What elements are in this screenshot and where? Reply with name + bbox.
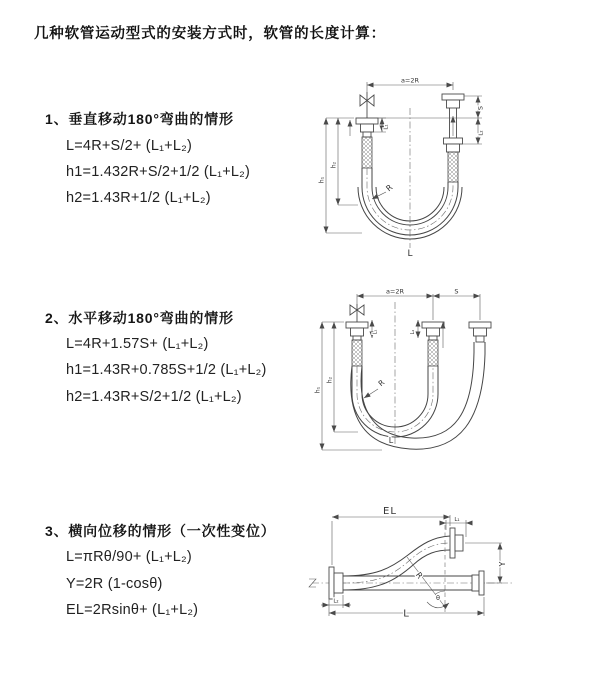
left-flange — [329, 567, 343, 599]
hose-u-bend-moved — [351, 342, 485, 449]
dim-theta-label: θ — [436, 594, 440, 602]
dimension-h2 — [331, 118, 359, 205]
dim-l-label: L — [388, 436, 394, 445]
dimension-theta — [427, 591, 449, 608]
section-2-heading: 2、水平移动180°弯曲的情形 — [45, 310, 234, 326]
dimension-l1 — [442, 517, 470, 537]
diagram-horizontal-180 — [310, 282, 580, 457]
left-fitting — [346, 322, 368, 366]
dimension-s — [433, 288, 480, 297]
dimension-l2 — [410, 320, 418, 338]
formula-line: h2=1.43R+S/2+1/2 (L₁+L₂) — [66, 389, 242, 405]
formula-line: L=4R+1.57S+ (L₁+L₂) — [66, 336, 209, 352]
dim-l-label: L — [403, 608, 409, 620]
right-fitting — [469, 322, 491, 342]
dim-l2-label: L₂ — [410, 329, 416, 335]
dimension-l2 — [321, 595, 351, 608]
dim-l1-label: L₁ — [383, 124, 390, 130]
right-flange-displaced — [450, 528, 463, 558]
dim-s-label: S — [454, 287, 459, 296]
dim-s-label: S — [476, 105, 485, 111]
dimension-h1 — [319, 118, 363, 233]
dimension-l — [329, 597, 484, 620]
middle-fitting — [422, 322, 444, 366]
dim-r-label: R — [413, 570, 425, 581]
formula-line: h1=1.43R+0.785S+1/2 (L₁+L₂) — [66, 362, 267, 378]
dimension-r — [372, 183, 395, 199]
dim-l-label: L — [407, 249, 413, 259]
hose-displaced — [343, 536, 450, 590]
formula-line: EL=2Rsinθ+ (L₁+L₂) — [66, 602, 199, 618]
right-flange-original — [472, 571, 484, 595]
dim-l2-label: L₂ — [478, 130, 485, 136]
right-fitting — [442, 94, 464, 182]
dim-l2-label: L₂ — [333, 598, 339, 605]
dim-h1-label: h₁ — [318, 176, 326, 184]
dimension-s — [378, 96, 485, 118]
dimension-el — [332, 506, 450, 565]
dim-a-label: a=2R — [400, 76, 420, 85]
section-3-heading: 3、横向位移的情形（一次性变位） — [45, 523, 276, 539]
formula-line: h1=1.432R+S/2+1/2 (L₁+L₂) — [66, 164, 251, 180]
left-fitting — [356, 118, 378, 168]
diagram-vertical-180 — [310, 70, 575, 265]
dimension-a2r — [357, 288, 480, 321]
formula-line: L=4R+S/2+ (L₁+L₂) — [66, 138, 192, 154]
valve-icon — [360, 92, 374, 118]
dim-r-label: R — [384, 182, 395, 194]
valve-icon — [350, 304, 364, 322]
dim-el-label: EL — [383, 506, 397, 517]
formula-line: L=πRθ/90+ (L₁+L₂) — [66, 549, 192, 565]
dim-h1-label: h₁ — [314, 386, 322, 394]
dimension-r — [364, 378, 386, 398]
dim-h2-label: h₂ — [326, 376, 334, 384]
dimension-l2 — [463, 118, 485, 144]
dim-l1-label: L₁ — [454, 517, 460, 523]
dim-y-label: Y — [498, 561, 507, 567]
dim-r-label: R — [376, 377, 387, 389]
dimension-l1 — [372, 320, 379, 338]
section-1-heading: 1、垂直移动180°弯曲的情形 — [45, 111, 234, 127]
formula-line: h2=1.43R+1/2 (L₁+L₂) — [66, 190, 211, 206]
dim-a-label: a=2R — [385, 287, 405, 296]
dimension-a2r — [367, 77, 453, 93]
page-title: 几种软管运动型式的安装方式时，软管的长度计算： — [34, 26, 386, 42]
dim-l1-label: L₁ — [372, 329, 379, 335]
dim-h2-label: h₂ — [330, 161, 338, 169]
formula-line: Y=2R (1-cosθ) — [66, 576, 163, 592]
dimension-y — [465, 543, 507, 583]
diagram-lateral-displacement — [300, 495, 590, 655]
